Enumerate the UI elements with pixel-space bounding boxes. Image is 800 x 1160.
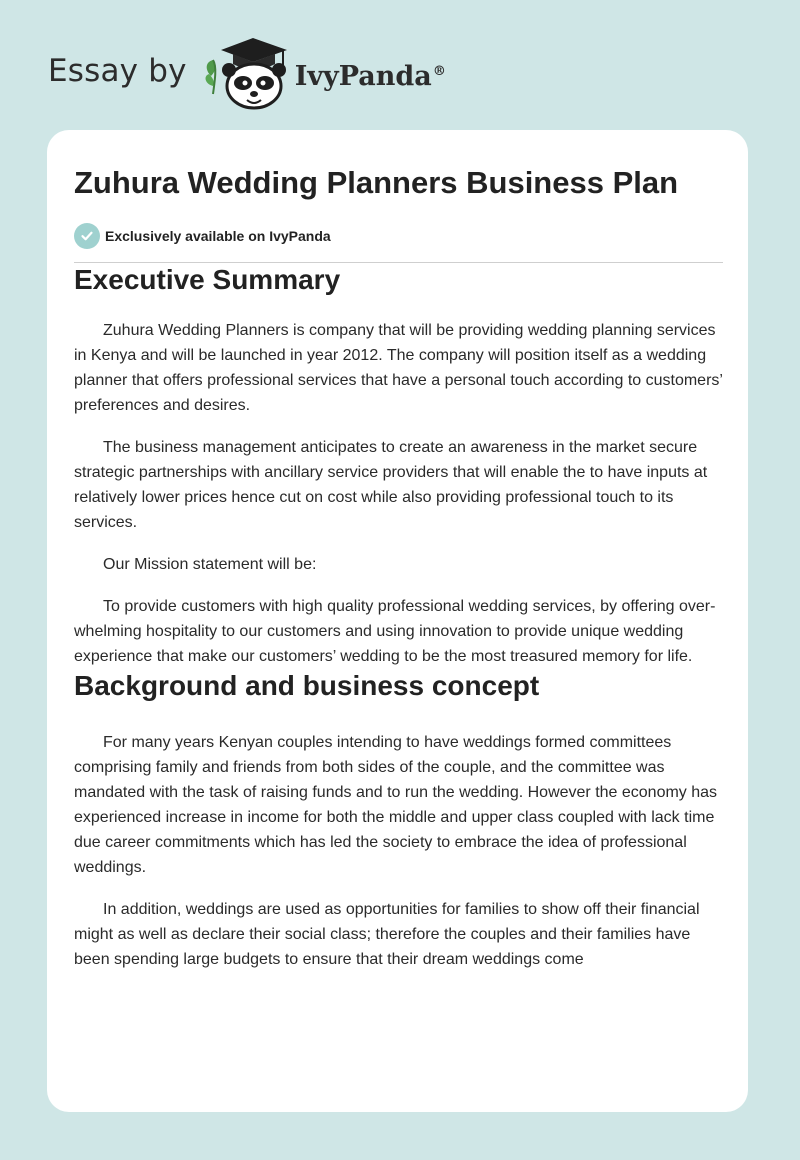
paragraph: To provide customers with high quality professional wedding services, by offering over-whelming hospitality to our customers and using innovation to provide unique wedding experience that make our customers’ wedding to be the most treasured memory for life.: [74, 598, 716, 665]
paragraph: Zuhura Wedding Planners is company that will be providing wedding planning services in Kenya and will be launched in year 2012. The company will position itself as a wedding planner that offers professional services that have a personal touch according to customers’ preferences and desires.: [74, 322, 723, 414]
brand-prefix: Essay by: [48, 53, 187, 89]
paragraph: The business management anticipates to create an awareness in the market secure strategic partnerships with ancillary service providers that will enable the to have inputs at relatively lower prices hence cut on cost while also providing professional touch to its services.: [74, 439, 708, 531]
section-heading-executive-summary: Executive Summary: [74, 264, 341, 295]
brand-name: IvyPanda®: [294, 60, 446, 92]
ivypanda-logo-icon: [199, 36, 293, 112]
brand-header: [48, 34, 446, 114]
essay-card: [47, 130, 748, 1112]
essay-title: Zuhura Wedding Planners Business Plan: [74, 165, 679, 200]
essay-content: [74, 162, 724, 972]
paragraph: For many years Kenyan couples intending to have weddings formed committees comprising family and friends from both sides of the couple, and the committee was mandated with the task of raising funds and to run the wedding. However the economy has experienced increase in income for both the middle and upper class coupled with lack time due career commitments which has led the society to embrace the idea of professional weddings.: [74, 734, 718, 876]
section-body-executive-summary: [74, 318, 724, 669]
paragraph: In addition, weddings are used as opportunities for families to show off their financial might as well as declare their social class; therefore the couples and their families have been spending large budgets to ensure that their dream weddings come: [74, 901, 700, 968]
paragraph: Our Mission statement will be:: [103, 556, 317, 573]
exclusive-badge: [74, 222, 724, 250]
check-icon: [74, 223, 100, 249]
badge-label: Exclusively available on IvyPanda: [105, 228, 331, 244]
section-body-background: [74, 730, 724, 972]
section-heading-background: Background and business concept: [74, 670, 540, 701]
registered-mark: ®: [432, 63, 446, 79]
